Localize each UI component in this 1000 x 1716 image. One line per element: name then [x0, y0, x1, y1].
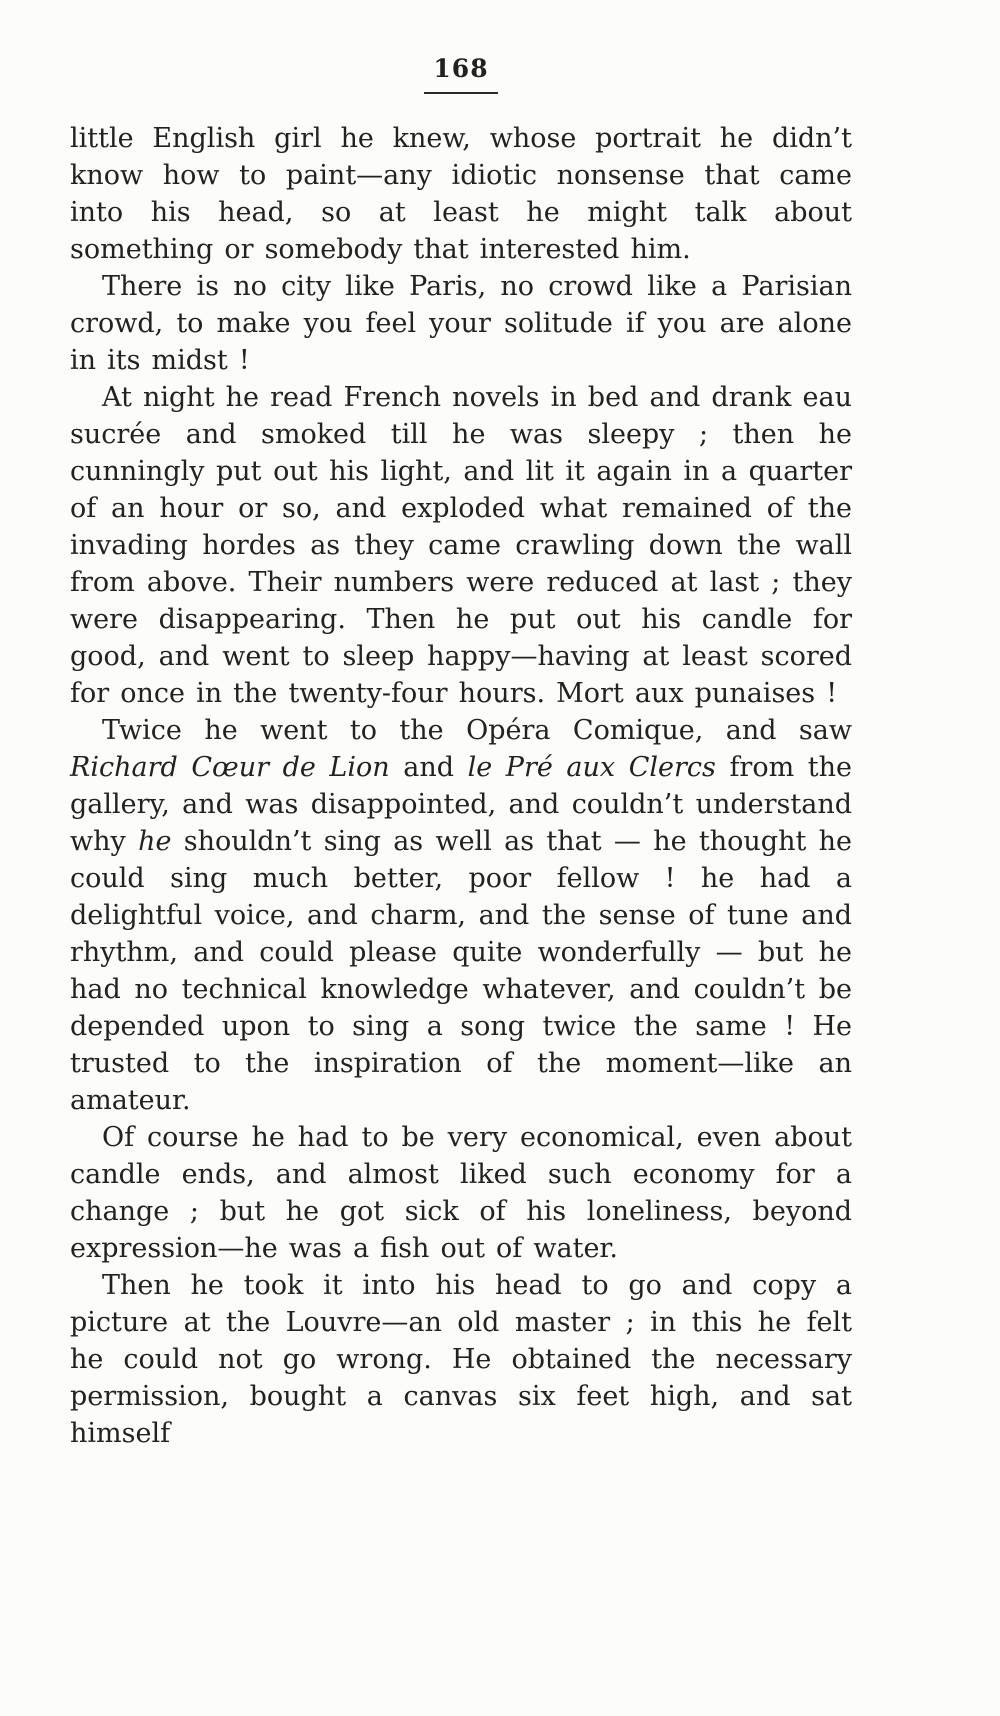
page-number: 168 [433, 54, 489, 83]
paragraph: At night he read French novels in bed and drank eau sucrée and smoked till he was sleepy ; then he cunningly put out his light, and lit it again in a quarter of an hour or so, and exploded what remained of the invading hordes as they came crawling down the wall from above. Their numbers were reduced at last ; they were disappearing. Then he put out his candle for good, and went to sleep happy—having at least scored for once in the twenty-four hours. Mort aux punaises ! [70, 382, 852, 709]
page-content [70, 54, 852, 1452]
italic-segment: le Pré aux Clercs [467, 752, 716, 783]
paragraph: Of course he had to be very economical, even about candle ends, and almost liked such economy for a change ; but he got sick of his loneliness, beyond expression—he was a fish out of water. [70, 1122, 852, 1264]
paragraph: Twice he went to the Opéra Comique, and saw Richard Cœur de Lion and le Pré aux Clercs from the gallery, and was disappointed, and couldn’t understand why he shouldn’t sing as well as that — he thought he could sing much better, poor fellow ! he had a delightful voice, and charm, and the sense of tune and rhythm, and could please quite wonderfully — but he had no technical knowledge whatever, and couldn’t be depended upon to sing a song twice the same ! He trusted to the inspiration of the moment—like an amateur. [70, 715, 852, 1116]
paragraph: little English girl he knew, whose portrait he didn’t know how to paint—any idiotic nonsense that came into his head, so at least he might talk about something or somebody that interested him. [70, 123, 852, 265]
page-text [70, 120, 852, 1452]
paragraph: There is no city like Paris, no crowd like a Parisian crowd, to make you feel your solitude if you are alone in its midst ! [70, 271, 852, 376]
page-number-rule [424, 92, 498, 94]
paragraph: Then he took it into his head to go and copy a picture at the Louvre—an old master ; in this he felt he could not go wrong. He obtained the necessary permission, bought a canvas six feet high, and sat himself [70, 1270, 852, 1449]
page-header [70, 54, 852, 94]
italic-segment: Richard Cœur de Lion [70, 752, 390, 783]
italic-segment: he [138, 826, 172, 857]
